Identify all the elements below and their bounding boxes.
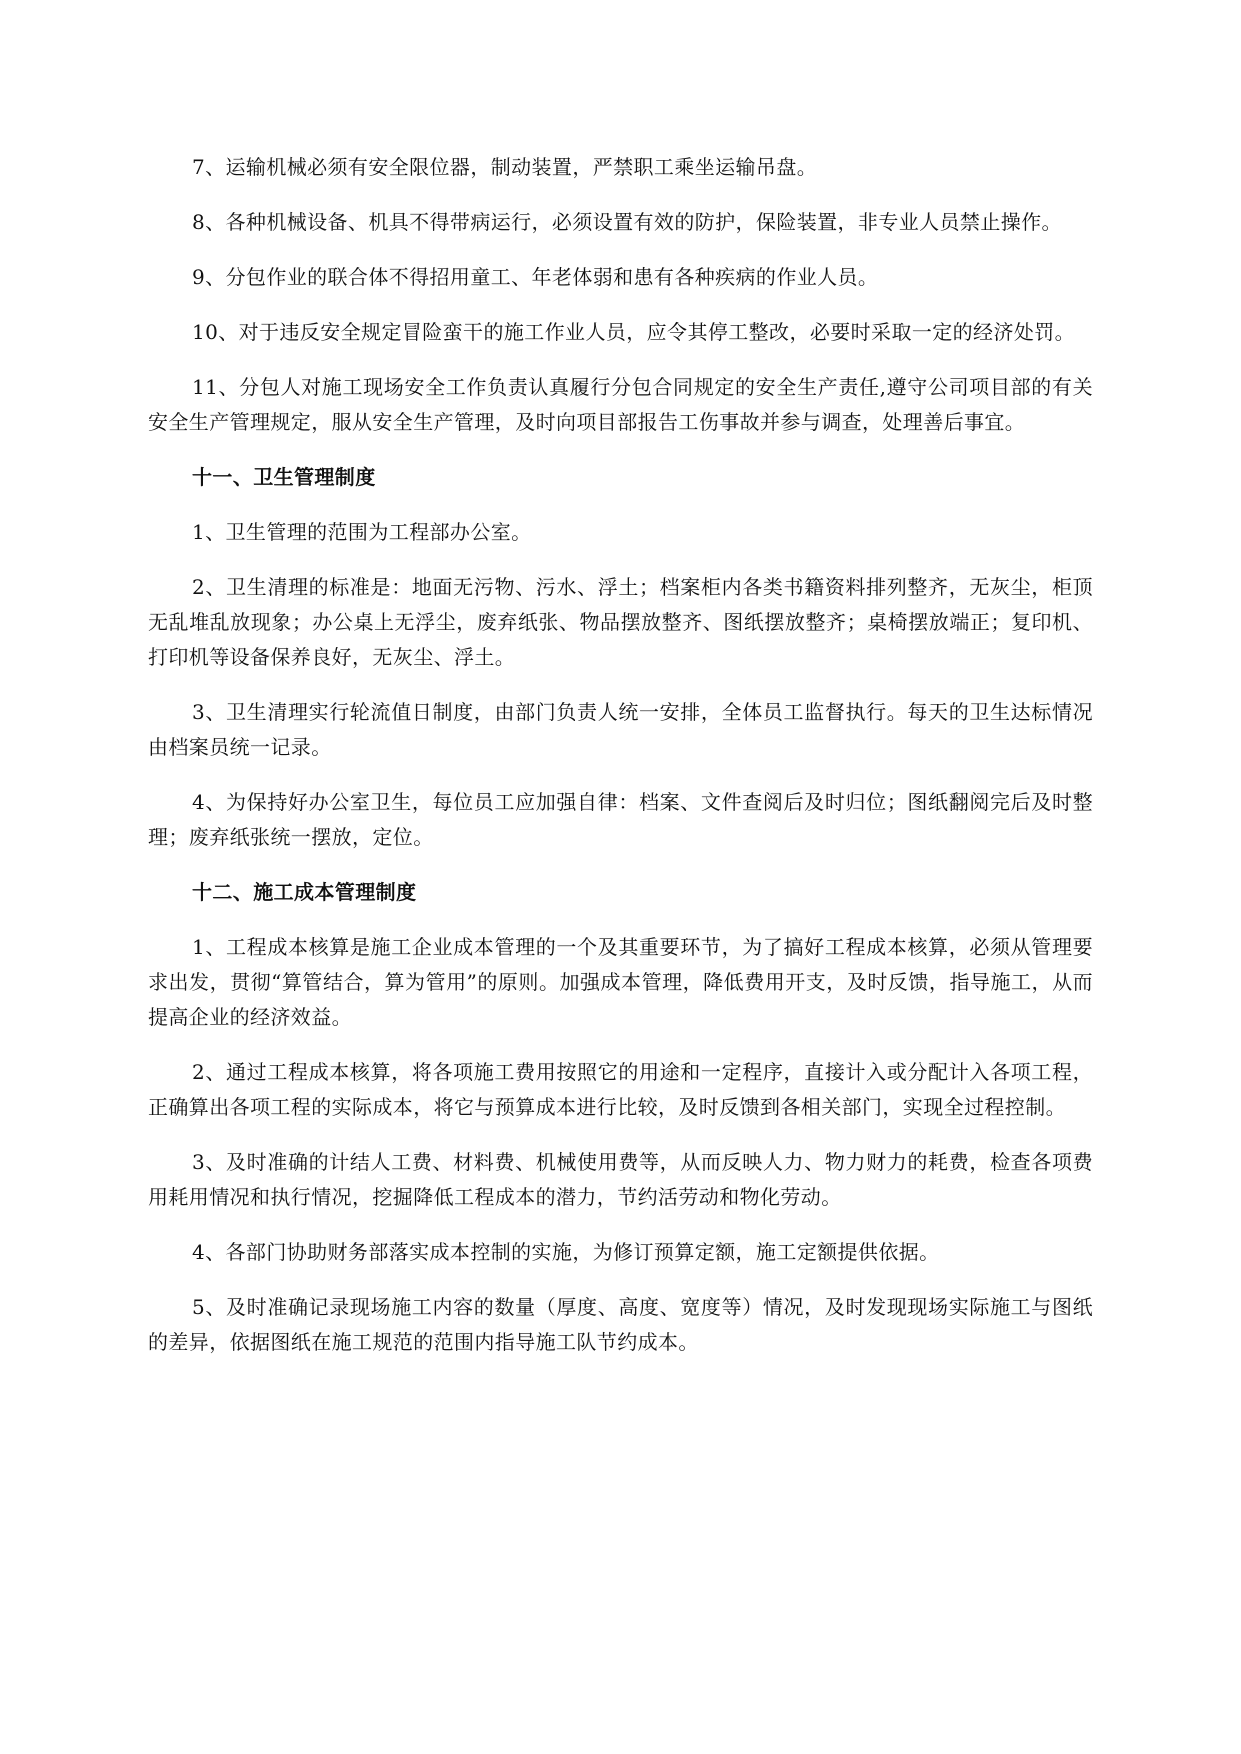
cost-item-5: 5、及时准确记录现场施工内容的数量（厚度、高度、宽度等）情况，及时发现现场实际施工与图纸的差异，依据图纸在施工规范的范围内指导施工队节约成本。	[148, 1295, 1093, 1354]
section-heading-sanitation: 十一、卫生管理制度	[192, 465, 376, 489]
paragraph-item-11: 11、分包人对施工现场安全工作负责认真履行分包合同规定的安全生产责任,遵守公司项目部的有关安全生产管理规定，服从安全生产管理，及时向项目部报告工伤事故并参与调查，处理善后事宜。	[148, 375, 1093, 434]
cost-item-4: 4、各部门协助财务部落实成本控制的实施，为修订预算定额，施工定额提供依据。	[192, 1240, 940, 1264]
cost-item-1: 1、工程成本核算是施工企业成本管理的一个及其重要环节，为了搞好工程成本核算，必须从管理要求出发，贯彻“算管结合，算为管用”的原则。加强成本管理，降低费用开支，及时反馈，指导施工，从而提高企业的经济效益。	[148, 935, 1093, 1029]
cost-item-3: 3、及时准确的计结人工费、材料费、机械使用费等，从而反映人力、物力财力的耗费，检查各项费用耗用情况和执行情况，挖掘降低工程成本的潜力，节约活劳动和物化劳动。	[148, 1150, 1093, 1209]
cost-item-2: 2、通过工程成本核算，将各项施工费用按照它的用途和一定程序，直接计入或分配计入各项工程，正确算出各项工程的实际成本，将它与预算成本进行比较，及时反馈到各相关部门，实现全过程控制。	[148, 1060, 1093, 1119]
paragraph-item-9: 9、分包作业的联合体不得招用童工、年老体弱和患有各种疾病的作业人员。	[192, 265, 879, 289]
sanitation-item-1: 1、卫生管理的范围为工程部办公室。	[192, 520, 532, 544]
paragraph-item-10: 10、对于违反安全规定冒险蛮干的施工作业人员，应令其停工整改，必要时采取一定的经济处罚。	[192, 320, 1076, 344]
sanitation-item-4: 4、为保持好办公室卫生，每位员工应加强自律：档案、文件查阅后及时归位；图纸翻阅完后及时整理；废弃纸张统一摆放，定位。	[148, 790, 1093, 849]
paragraph-item-7: 7、运输机械必须有安全限位器，制动装置，严禁职工乘坐运输吊盘。	[192, 155, 818, 179]
paragraph-item-8: 8、各种机械设备、机具不得带病运行，必须设置有效的防护，保险装置，非专业人员禁止操作。	[192, 210, 1062, 234]
sanitation-item-3: 3、卫生清理实行轮流值日制度，由部门负责人统一安排，全体员工监督执行。每天的卫生达标情况由档案员统一记录。	[148, 700, 1093, 759]
sanitation-item-2: 2、卫生清理的标准是：地面无污物、污水、浮土；档案柜内各类书籍资料排列整齐，无灰尘，柜顶无乱堆乱放现象；办公桌上无浮尘，废弃纸张、物品摆放整齐、图纸摆放整齐；桌椅摆放端正；复印机、打印机等设备保养良好，无灰尘、浮土。	[148, 575, 1093, 669]
document-body	[148, 150, 1093, 1380]
section-heading-cost-management: 十二、施工成本管理制度	[192, 880, 417, 904]
